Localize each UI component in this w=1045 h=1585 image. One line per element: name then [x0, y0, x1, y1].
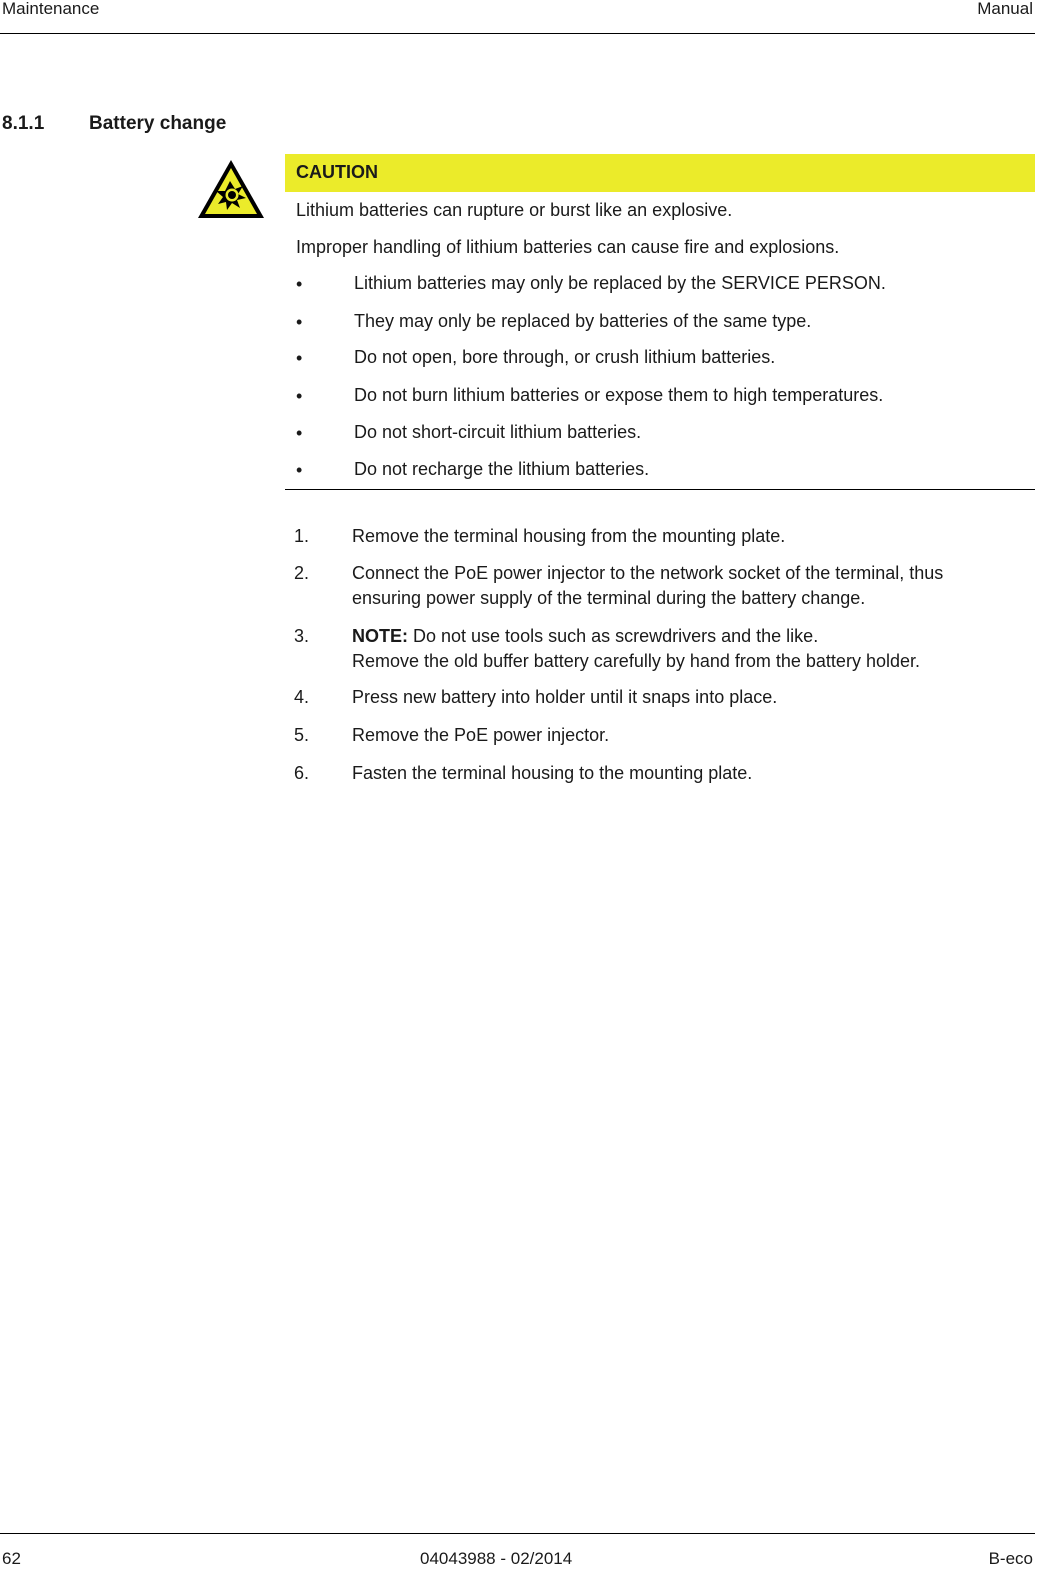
section-heading	[2, 113, 226, 135]
step-text: Fasten the terminal housing to the mounting plate.	[352, 763, 753, 783]
bullet-symbol: •	[296, 386, 303, 406]
caution-bullet: Do not recharge the lithium batteries.	[354, 459, 650, 479]
caution-bullet: Lithium batteries may only be replaced by the SERVICE PERSON.	[354, 273, 886, 293]
caution-line-1: Lithium batteries can rupture or burst like an explosive.	[296, 200, 733, 220]
step-number: 1.	[294, 526, 310, 546]
step-text-line: ensuring power supply of the terminal during the battery change.	[352, 588, 866, 608]
caution-line-2: Improper handling of lithium batteries can cause fire and explosions.	[296, 237, 840, 257]
bullet-symbol: •	[296, 274, 303, 294]
page-header	[0, 0, 1035, 34]
step-number: 3.	[294, 626, 310, 646]
step-number: 4.	[294, 687, 310, 707]
bullet-symbol: •	[296, 460, 303, 480]
page-number: 62	[2, 1549, 21, 1568]
step-text-line: Remove the old buffer battery carefully by hand from the battery holder.	[352, 651, 920, 671]
header-section-name: Maintenance	[2, 0, 100, 18]
header-doc-type: Manual	[977, 0, 1033, 18]
caution-bar	[285, 154, 1035, 192]
section-title: Battery change	[89, 113, 227, 134]
caution-bottom-rule	[285, 489, 1035, 490]
bullet-symbol: •	[296, 423, 303, 443]
step-text: Remove the PoE power injector.	[352, 725, 610, 745]
explosion-warning-icon	[196, 158, 266, 220]
note-text: Do not use tools such as screwdrivers and the like.	[408, 626, 819, 646]
step-number: 6.	[294, 763, 310, 783]
step-number: 2.	[294, 563, 310, 583]
caution-bullet: Do not open, bore through, or crush lithium batteries.	[354, 347, 776, 367]
step-text	[352, 561, 1032, 611]
page-footer	[0, 1533, 1035, 1585]
note-label: NOTE:	[352, 626, 408, 646]
caution-bullet: Do not short-circuit lithium batteries.	[354, 422, 642, 442]
step-text-line: Connect the PoE power injector to the network socket of the terminal, thus	[352, 563, 944, 583]
document-id: 04043988 - 02/2014	[420, 1549, 573, 1568]
caution-title: CAUTION	[296, 162, 378, 182]
caution-bullet: They may only be replaced by batteries of the same type.	[354, 311, 812, 331]
product-name: B-eco	[988, 1549, 1033, 1568]
bullet-symbol: •	[296, 312, 303, 332]
bullet-symbol: •	[296, 348, 303, 368]
caution-box	[285, 154, 1035, 480]
step-text: Press new battery into holder until it snaps into place.	[352, 687, 778, 707]
caution-bullet: Do not burn lithium batteries or expose them to high temperatures.	[354, 385, 884, 405]
step-text	[352, 624, 1032, 674]
section-number: 8.1.1	[2, 113, 45, 134]
step-number: 5.	[294, 725, 310, 745]
step-text: Remove the terminal housing from the mounting plate.	[352, 526, 786, 546]
